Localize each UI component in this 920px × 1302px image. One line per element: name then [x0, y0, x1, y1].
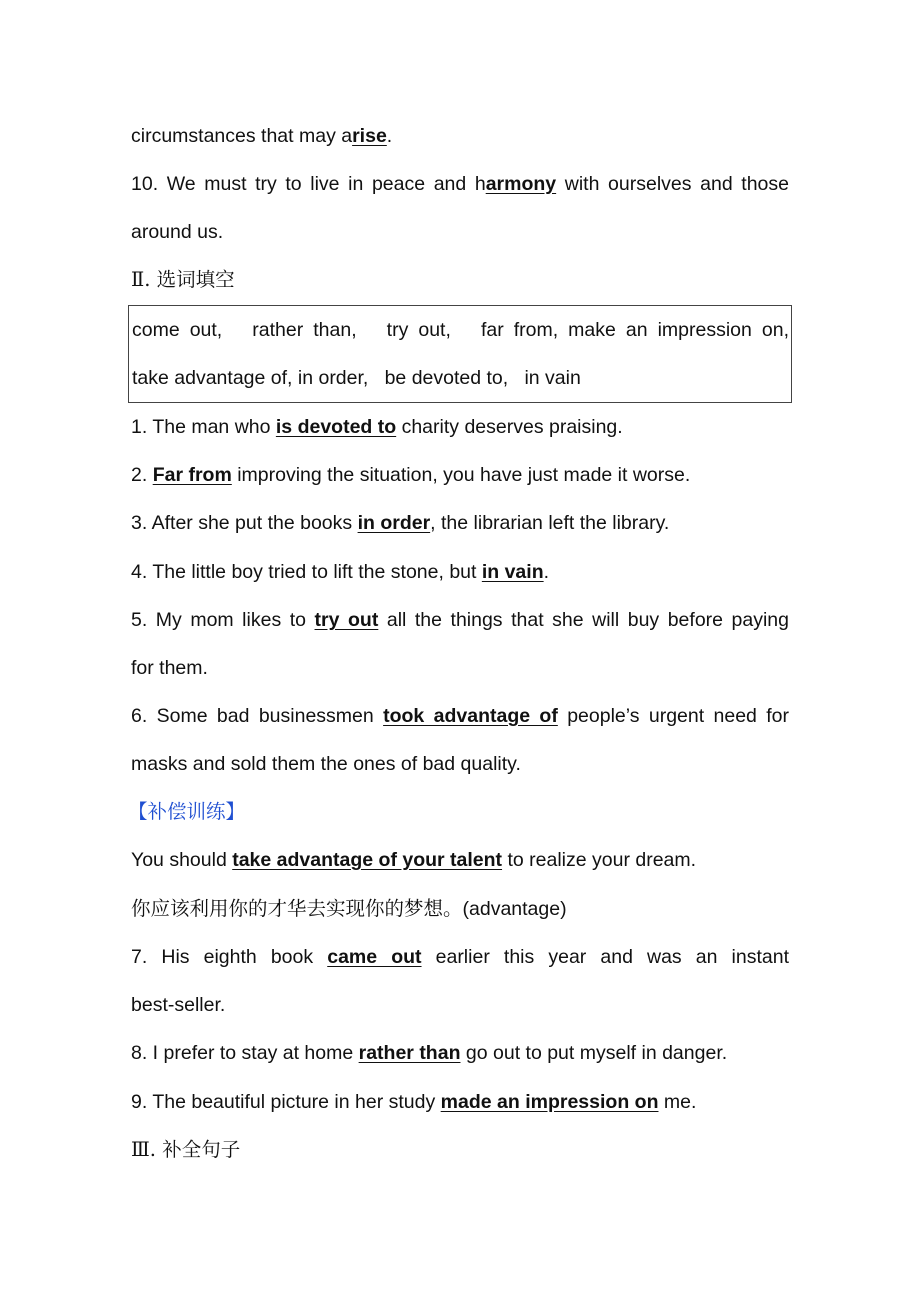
answer-blank: in vain: [481, 561, 544, 583]
supplement-title: 【补偿训练】: [128, 800, 246, 823]
text-line: best-seller.: [131, 994, 226, 1016]
question-5: 5. My mom likes to try out all the things that she will buy before paying: [131, 609, 789, 631]
supplement-chinese: 你应该利用你的才华去实现你的梦想。(advantage): [131, 897, 567, 920]
question-8: 8. I prefer to stay at home rather than go out to put myself in danger.: [131, 1042, 728, 1064]
text-line: masks and sold them the ones of bad quality.: [131, 753, 521, 775]
answer-blank: armony: [485, 173, 557, 195]
question-6: 6. Some bad businessmen took advantage of people’s urgent need for: [131, 705, 790, 727]
section-heading-2: Ⅱ. 选词填空: [131, 268, 235, 291]
answer-blank: took advantage of: [383, 705, 558, 727]
answer-blank: try out: [314, 609, 379, 631]
question-7: 7. His eighth book came out earlier this year and was an instant: [131, 946, 790, 968]
text-line: for them.: [131, 657, 208, 679]
answer-blank: rise: [352, 125, 387, 147]
answer-blank: in order: [357, 512, 431, 534]
section-heading-3: Ⅲ. 补全句子: [131, 1138, 241, 1161]
answer-blank: take advantage of your talent: [232, 849, 503, 871]
question-9: 9. The beautiful picture in her study made an impression on me.: [131, 1091, 697, 1113]
answer-blank: Far from: [152, 464, 232, 486]
answer-blank: is devoted to: [275, 416, 397, 438]
supplement-sentence: You should take advantage of your talent to realize your dream.: [131, 849, 697, 871]
answer-blank: rather than: [358, 1042, 461, 1064]
word-bank-row: take advantage of, in order, be devoted to, in vain: [132, 367, 581, 389]
question-4: 4. The little boy tried to lift the stone, but in vain.: [131, 561, 550, 583]
text-line: circumstances that may arise.: [131, 125, 393, 147]
question-2: 2. Far from improving the situation, you have just made it worse.: [131, 464, 691, 486]
answer-blank: made an impression on: [440, 1091, 659, 1113]
question-1: 1. The man who is devoted to charity deserves praising.: [131, 416, 623, 438]
word-bank-row: come out, rather than, try out, far from, make an impression on,: [132, 319, 789, 341]
question-3: 3. After she put the books in order, the librarian left the library.: [131, 512, 670, 534]
answer-blank: came out: [327, 946, 422, 968]
text-line: around us.: [131, 221, 224, 243]
question-10: 10. We must try to live in peace and harmony with ourselves and those: [131, 173, 789, 195]
